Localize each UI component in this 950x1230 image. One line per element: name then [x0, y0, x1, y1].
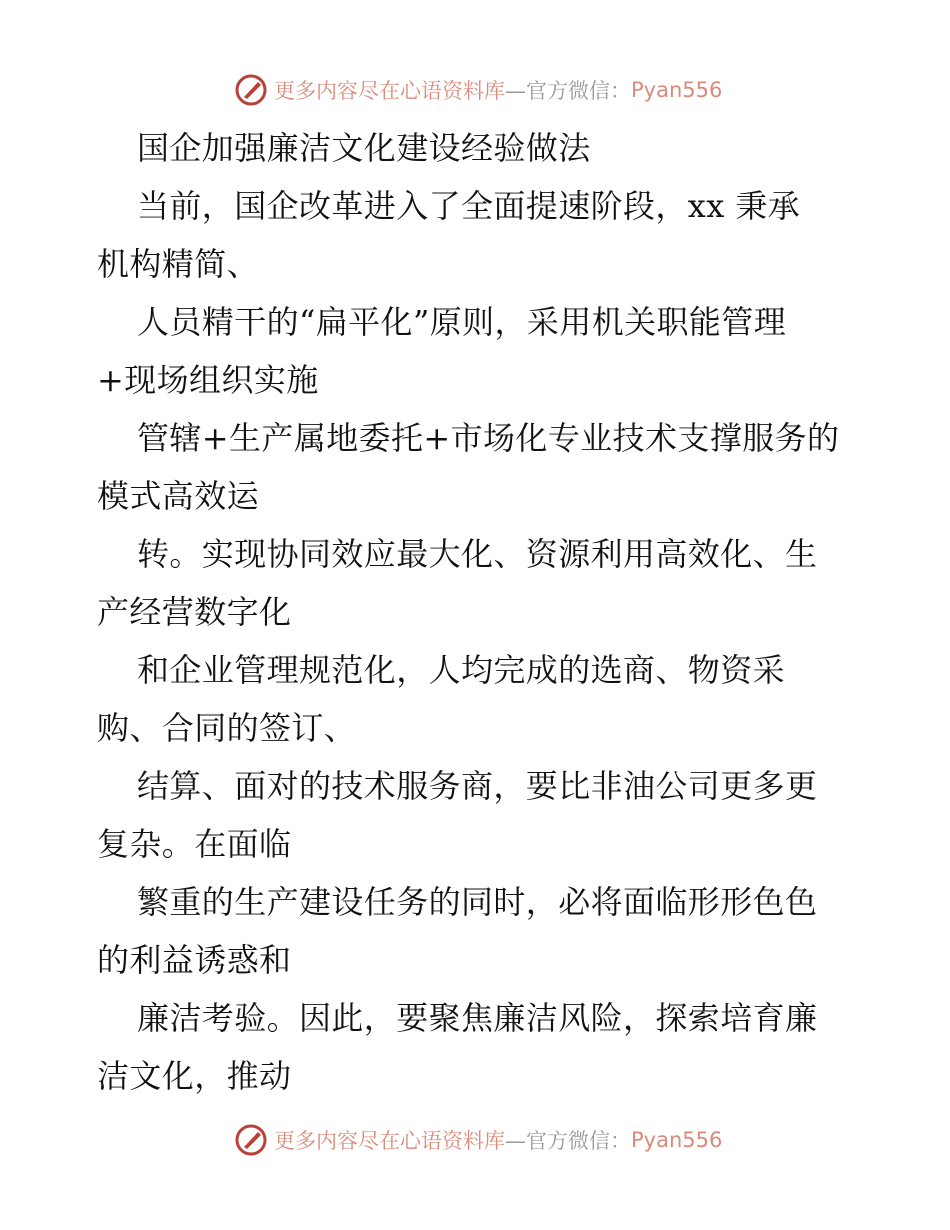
text-line: 结算、面对的技术服务商，要比非油公司更多更 — [137, 767, 818, 805]
text-line: 产经营数字化 — [97, 593, 292, 631]
text-line: 复杂。在面临 — [97, 825, 292, 863]
text-line: 当前，国企改革进入了全面提速阶段，xx 秉承 — [137, 187, 801, 225]
text-line: 的利益诱惑和 — [97, 941, 292, 979]
banner-text: 更多内容尽在心语资料库 — [274, 79, 505, 103]
banner-text: 更多内容尽在心语资料库 — [274, 1129, 505, 1153]
header-banner — [234, 72, 722, 108]
text-line: 购、合同的签订、 — [97, 709, 357, 747]
banner-wechat-id: Pyan556 — [631, 1128, 723, 1152]
pen-logo-icon — [234, 73, 268, 107]
footer-banner — [234, 1122, 722, 1158]
text-line: 廉洁考验。因此，要聚焦廉洁风险，探索培育廉 — [137, 999, 818, 1037]
text-line: 转。实现协同效应最大化、资源利用高效化、生 — [137, 535, 818, 573]
banner-wechat-label: —官方微信： — [505, 1129, 631, 1153]
text-line: 模式高效运 — [97, 477, 260, 515]
text-line: 机构精简、 — [97, 245, 260, 283]
document-body — [97, 119, 897, 1105]
text-line: 洁文化，推动 — [97, 1057, 292, 1095]
text-line: +现场组织实施 — [97, 361, 319, 399]
text-line: 人员精干的“扁平化”原则，采用机关职能管理 — [137, 303, 787, 341]
text-line: 管辖+生产属地委托+市场化专业技术支撑服务的 — [137, 419, 840, 457]
banner-wechat-id: Pyan556 — [631, 78, 723, 102]
banner-wechat-label: —官方微信： — [505, 79, 631, 103]
text-line: 和企业管理规范化，人均完成的选商、物资采 — [137, 651, 786, 689]
pen-logo-icon — [234, 1123, 268, 1157]
text-line: 繁重的生产建设任务的同时，必将面临形形色色 — [137, 883, 818, 921]
document-title: 国企加强廉洁文化建设经验做法 — [137, 129, 591, 167]
